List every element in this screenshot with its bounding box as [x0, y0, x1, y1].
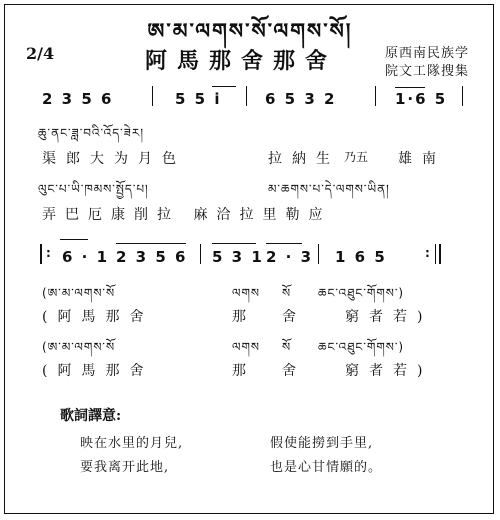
repeat-start-bar: [40, 244, 42, 264]
refrain-chinese-2a: (阿馬那舍: [42, 363, 154, 379]
refrain-tibetan-1a: (ཨ་མ་ལགས་སོ: [42, 286, 116, 300]
refrain-tibetan-1b: ལགས: [232, 286, 261, 300]
refrain-tibetan-1c: སོ: [282, 286, 292, 300]
repeat-end-bar: [439, 244, 441, 264]
bar-line: [200, 244, 201, 264]
volta-bracket: [60, 239, 88, 240]
bar-line: [435, 244, 436, 264]
chinese-lyric-1b: 拉納生: [268, 151, 340, 167]
notation-measure-1: 2 3 5 6: [42, 90, 114, 108]
refrain-chinese-2c: 舍: [282, 363, 306, 379]
bar-line: [375, 86, 376, 106]
repeat-end-dots: :: [425, 246, 432, 260]
bar-line: [462, 86, 463, 106]
notation2-measure-3: 1 6 5: [335, 248, 387, 266]
refrain-tibetan-2a: (ཨ་མ་ལགས་སོ: [42, 340, 116, 354]
notation2-measure-1a: 6 · 1: [62, 248, 110, 266]
credit-line-1: 原西南民族学: [385, 46, 470, 61]
refrain-tibetan-2b: ལགས: [232, 340, 261, 354]
chinese-lyric-1a: 渠郎大为月色: [42, 151, 186, 167]
refrain-tibetan-2c: སོ: [282, 340, 292, 354]
notation-measure-3: 6 5 3 2: [265, 90, 337, 108]
chinese-lyric-1d: 雄南: [398, 151, 446, 167]
refrain-chinese-2b: 那: [232, 363, 256, 379]
chinese-lyric-1c: 乃五: [344, 150, 369, 164]
translation-heading: 歌詞譯意:: [60, 408, 122, 424]
notation2-measure-2b: 2 · 3: [266, 248, 314, 266]
notation-measure-4: 1·6 5: [395, 90, 448, 108]
refrain-chinese-1c: 舍: [282, 309, 306, 325]
slur-mark: [212, 243, 256, 244]
refrain-tibetan-2d: ཆང་འཐུང་གོགས་): [318, 340, 405, 354]
notation-measure-2: 5 5 i: [175, 90, 222, 108]
refrain-tibetan-1d: ཆང་འཐུང་གོགས་): [318, 286, 405, 300]
notation2-measure-1b: 2 3 5 6: [116, 248, 188, 266]
translation-line-1a: 映在水里的月兒,: [80, 436, 184, 451]
tibetan-lyric-2: ལུང་པ་ཡི་ཁམས་སྤྱོད་པ།: [38, 182, 149, 196]
bar-line: [318, 244, 319, 264]
translation-line-1b: 假使能撈到手里,: [270, 436, 374, 451]
refrain-chinese-2d: 窮者若): [345, 363, 433, 379]
slur-mark: [116, 243, 186, 244]
tibetan-title: ཨ་མ་ལགས་སོ་ལགས་སོ།: [147, 19, 353, 43]
slur-mark: [266, 243, 302, 244]
time-signature: 2/4: [26, 44, 55, 63]
refrain-chinese-1d: 窮者若): [345, 309, 433, 325]
translation-line-2b: 也是心甘情願的。: [270, 460, 383, 475]
refrain-chinese-1b: 那: [232, 309, 256, 325]
repeat-dots: :: [46, 246, 53, 260]
credit-line-2: 院文工隊搜集: [385, 64, 470, 79]
translation-line-2a: 要我离开此地,: [80, 460, 170, 475]
song-title: 阿馬那舍那舍: [145, 48, 338, 74]
bar-line: [152, 86, 153, 106]
chinese-lyric-2: 弄巴厄康削拉 麻洽拉里勒应: [42, 207, 332, 223]
tibetan-lyric-1: ཆུ་ནང་ཟླ་བའི་འོད་ཟེར།: [38, 126, 144, 140]
tibetan-lyric-2b: མ་ཆགས་པ་དེ་ལགས་ཡིན།: [268, 182, 390, 196]
bar-line: [246, 86, 247, 106]
slur-mark: [212, 86, 236, 87]
notation2-measure-2a: 5 3 1: [212, 248, 264, 266]
slur-mark: [395, 87, 425, 88]
refrain-chinese-1a: (阿馬那舍: [42, 309, 154, 325]
